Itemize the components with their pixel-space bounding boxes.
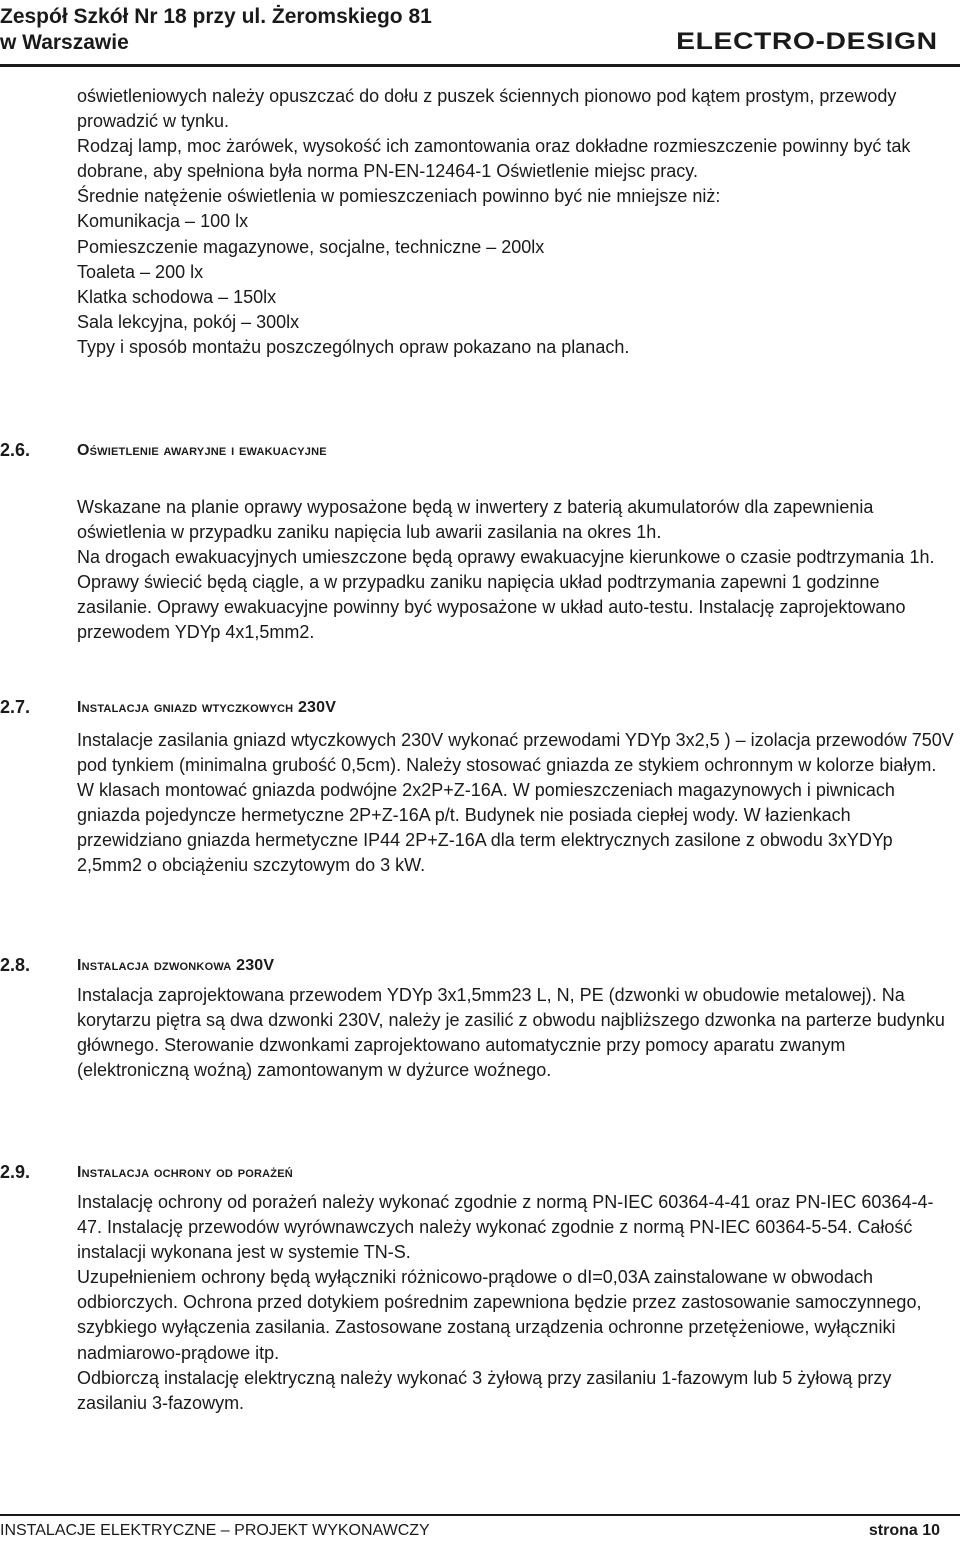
section-body xyxy=(77,495,957,646)
header-city: w Warszawie xyxy=(0,31,129,54)
lux-item-communication: Komunikacja – 100 lx xyxy=(77,211,249,232)
intro-paragraph: Typy i sposób montażu poszczególnych opraw pokazano na planach. xyxy=(77,336,630,357)
lux-item-toilet: Toaleta – 200 lx xyxy=(77,261,204,282)
section-2-6 xyxy=(0,438,960,643)
footer-project-title: INSTALACJE ELEKTRYCZNE – PROJEKT WYKONAWCZY xyxy=(0,1522,430,1539)
section-2-7 xyxy=(0,695,960,876)
section-body xyxy=(77,728,957,879)
section-heading xyxy=(0,1160,960,1185)
section-title: Oświetlenie awaryjne i ewakuacyjne xyxy=(77,442,327,459)
page-number: strona 10 xyxy=(868,1522,940,1539)
header-school-name: Zespół Szkół Nr 18 przy ul. Żeromskiego 81 xyxy=(0,5,432,28)
intro-text-block xyxy=(77,84,957,360)
section-number: 2.7. xyxy=(0,697,31,717)
page-header xyxy=(0,0,960,68)
intro-paragraph: oświetleniowych należy opuszczać do dołu z puszek ściennych pionowo pod kątem prostym, przewody prowadzić w tynku. xyxy=(77,86,897,132)
section-heading xyxy=(0,438,960,463)
section-paragraph: Instalację ochrony od porażeń należy wykonać zgodnie z normą PN-IEC 60364-4-41 oraz PN-IEC 60364-4-47. Instalację przewodów wyrównawczych należy wykonać zgodnie z normą PN-IEC 60364-5-54. Całość instalacji wykonana jest w systemie TN-S. xyxy=(77,1192,934,1263)
section-2-9 xyxy=(0,1160,960,1413)
section-body xyxy=(77,983,957,1083)
footer-divider xyxy=(0,1514,960,1516)
section-body xyxy=(77,1190,957,1416)
section-heading xyxy=(0,695,960,720)
section-paragraph: W klasach montować gniazda podwójne 2x2P+Z-16A. W pomieszczeniach magazynowych i piwnicach gniazda pojedyncze hermetyczne 2P+Z-16A p/t. Budynek nie posiada ciepłej wody. W łazienkach przewidziano gniazda hermetyczne IP44 2P+Z-16A dla term elektrycznych zasilone z obwodu 3xYDYp 2,5mm2 o obciążeniu szczytowym do 3 kW. xyxy=(77,780,895,876)
section-title: Instalacja dzwonkowa 230V xyxy=(77,957,275,974)
lux-item-storage: Pomieszczenie magazynowe, socjalne, techniczne – 200lx xyxy=(77,236,545,257)
section-number: 2.9. xyxy=(0,1162,31,1182)
section-2-8 xyxy=(0,953,960,1081)
section-paragraph: Instalacje zasilania gniazd wtyczkowych 230V wykonać przewodami YDYp 3x2,5 ) – izolacja przewodów 750V pod tynkiem (minimalna grubość 0,5cm). Należy stosować gniazda ze stykiem ochronnym w kolorze białym. xyxy=(77,730,954,776)
section-title: Instalacja gniazd wtyczkowych 230V xyxy=(77,699,337,716)
section-number: 2.8. xyxy=(0,955,31,975)
section-heading xyxy=(0,953,960,978)
section-paragraph: Odbiorczą instalację elektryczną należy wykonać 3 żyłową przy zasilaniu 1-fazowym lub 5 żyłową przy zasilaniu 3-fazowym. xyxy=(77,1367,892,1413)
section-paragraph: Uzupełnieniem ochrony będą wyłączniki różnicowo-prądowe o dI=0,03A zainstalowane w obwodach odbiorczych. Ochrona przed dotykiem pośrednim zapewniona będzie przez zastosowanie samoczynnego, szybkiego wyłączenia zasilania. Zastosowane zostaną urządzenia ochronne przetężeniowe, wyłączniki nadmiarowo-prądowe itp. xyxy=(77,1267,922,1363)
intro-paragraph: Rodzaj lamp, moc żarówek, wysokość ich zamontowania oraz dokładne rozmieszczenie powinny być tak dobrane, aby spełniona była norma PN-EN-12464-1 Oświetlenie miejsc pracy. xyxy=(77,136,911,182)
section-number: 2.6. xyxy=(0,440,31,460)
company-logo-text: ELECTRO-DESIGN xyxy=(676,28,938,55)
lux-item-staircase: Klatka schodowa – 150lx xyxy=(77,286,277,307)
lux-item-classroom: Sala lekcyjna, pokój – 300lx xyxy=(77,311,300,332)
section-title: Instalacja ochrony od porażeń xyxy=(77,1164,293,1181)
section-paragraph: Instalacja zaprojektowana przewodem YDYp 3x1,5mm23 L, N, PE (dzwonki w obudowie metalowej). Na korytarzu piętra są dwa dzwonki 230V, należy je zasilić z obwodu najbliższego dzwonka na parterze budynku głównego. Sterowanie dzwonkami zaprojektowano automatycznie przy pomocy aparatu zwanym (elektroniczną woźną) zamontowanym w dyżurce woźnego. xyxy=(77,985,945,1081)
intro-paragraph: Średnie natężenie oświetlenia w pomieszczeniach powinno być nie mniejsze niż: xyxy=(77,186,721,207)
section-paragraph: Na drogach ewakuacyjnych umieszczone będą oprawy ewakuacyjne kierunkowe o czasie podtrzymania 1h. Oprawy świecić będą ciągle, a w przypadku zaniku napięcia układ podtrzymania zapewni 1 godzinne zasilanie. Oprawy ewakuacyjne powinny być wyposażone w układ auto-testu. Instalację zaprojektowano przewodem YDYp 4x1,5mm2. xyxy=(77,547,935,643)
header-divider xyxy=(0,64,960,67)
section-paragraph: Wskazane na planie oprawy wyposażone będą w inwertery z baterią akumulatorów dla zapewnienia oświetlenia w przypadku zaniku napięcia lub awarii zasilania na okres 1h. xyxy=(77,497,874,543)
